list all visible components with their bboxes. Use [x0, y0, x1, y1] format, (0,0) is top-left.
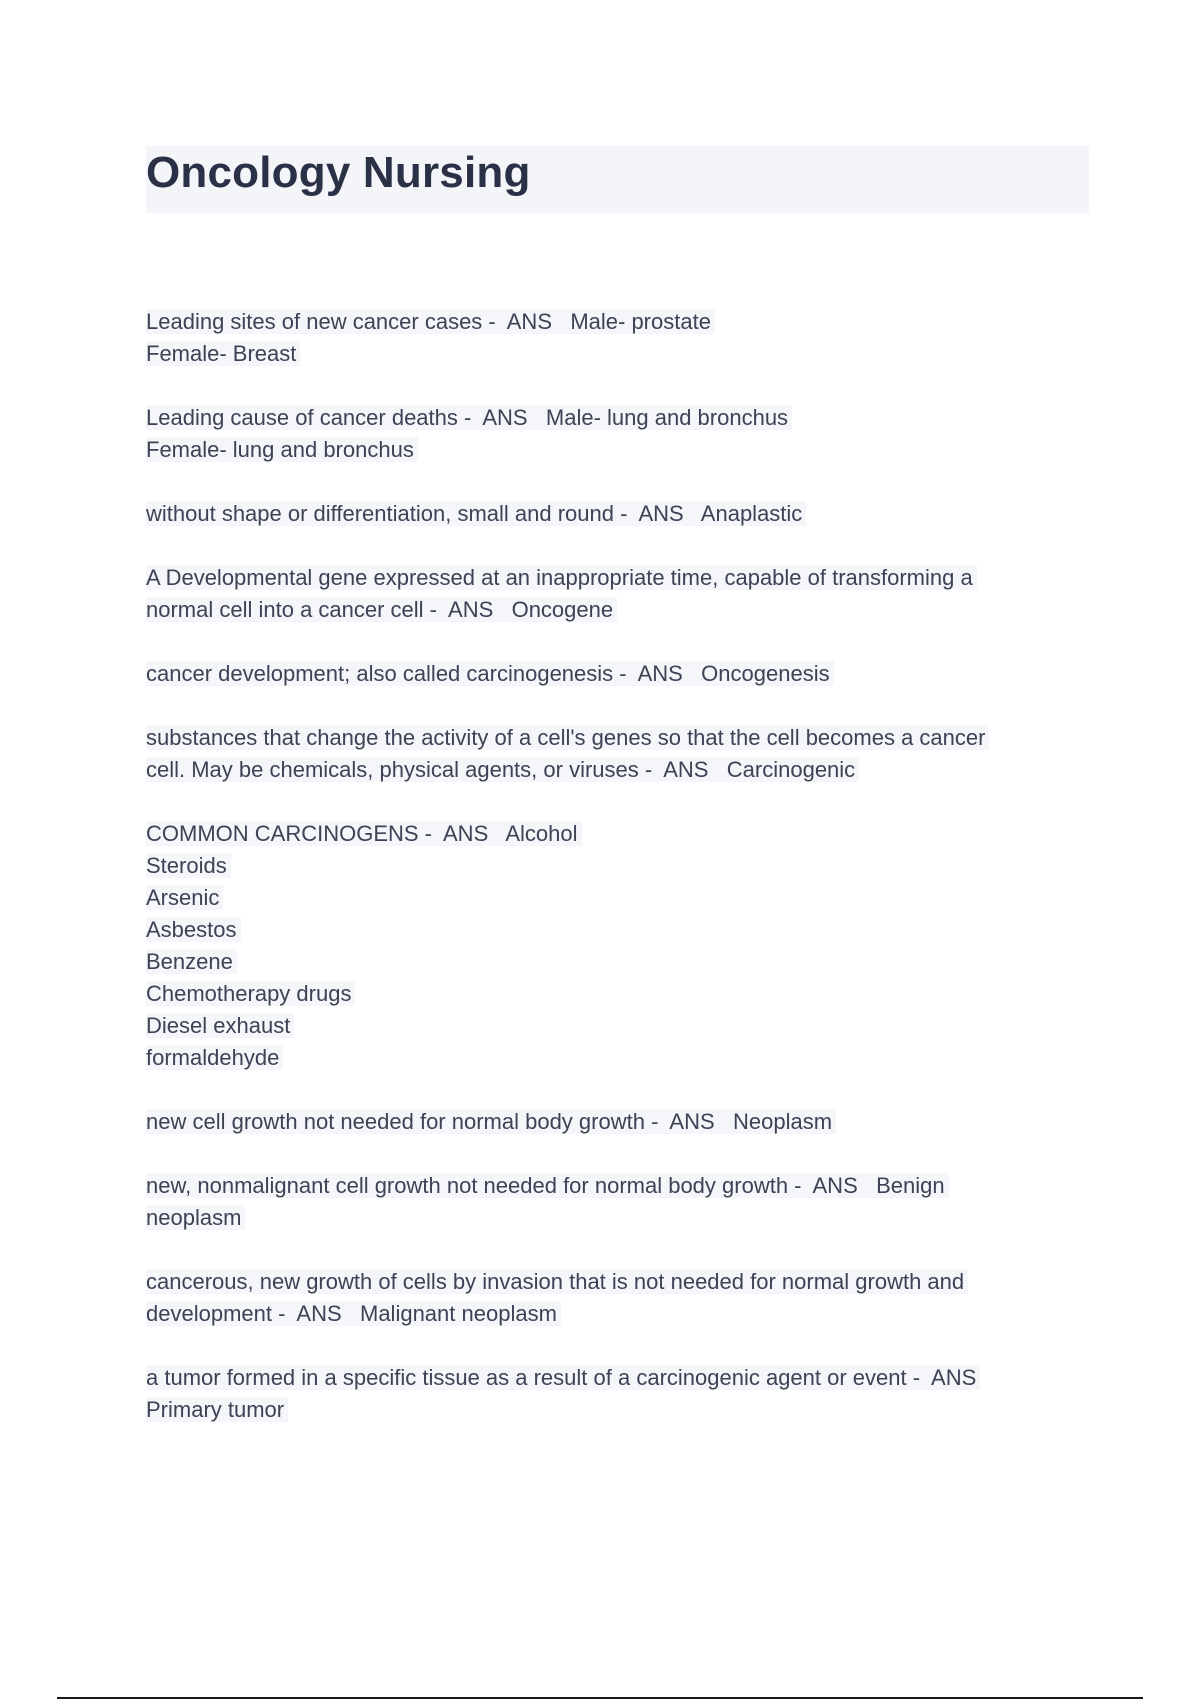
- qa-entry: [146, 306, 1076, 370]
- entry-line: normal cell into a cancer cell - ANS Oncogene: [146, 597, 617, 622]
- entry-line: development - ANS Malignant neoplasm: [146, 1301, 561, 1326]
- entry-line: Chemotherapy drugs: [146, 981, 355, 1006]
- qa-entry: [146, 818, 1076, 1074]
- entry-line: substances that change the activity of a cell's genes so that the cell becomes a cancer: [146, 725, 989, 750]
- entry-line: Asbestos: [146, 917, 241, 942]
- entry-line: Female- lung and bronchus: [146, 437, 418, 462]
- entry-line: cell. May be chemicals, physical agents, or viruses - ANS Carcinogenic: [146, 757, 859, 782]
- qa-entry: [146, 1266, 1076, 1330]
- entry-line: A Developmental gene expressed at an inappropriate time, capable of transforming a: [146, 565, 977, 590]
- qa-entry: [146, 658, 1076, 690]
- footer-divider: [57, 1697, 1143, 1699]
- qa-entry: [146, 562, 1076, 626]
- entry-line: neoplasm: [146, 1205, 245, 1230]
- page-title: Oncology Nursing: [146, 148, 531, 197]
- entry-line: formaldehyde: [146, 1045, 283, 1070]
- entry-line: Leading cause of cancer deaths - ANS Male- lung and bronchus: [146, 405, 792, 430]
- qa-entry: [146, 498, 1076, 530]
- entry-line: Arsenic: [146, 885, 223, 910]
- entry-line: Female- Breast: [146, 341, 300, 366]
- entry-line: new cell growth not needed for normal body growth - ANS Neoplasm: [146, 1109, 836, 1134]
- entry-line: a tumor formed in a specific tissue as a result of a carcinogenic agent or event - ANS: [146, 1365, 980, 1390]
- qa-entry: [146, 1170, 1076, 1234]
- entry-line: new, nonmalignant cell growth not needed for normal body growth - ANS Benign: [146, 1173, 949, 1198]
- entry-line: COMMON CARCINOGENS - ANS Alcohol: [146, 821, 582, 846]
- qa-entry: [146, 1362, 1076, 1426]
- entry-line: Benzene: [146, 949, 237, 974]
- entry-line: Diesel exhaust: [146, 1013, 294, 1038]
- qa-entry: [146, 402, 1076, 466]
- entry-line: cancer development; also called carcinogenesis - ANS Oncogenesis: [146, 661, 834, 686]
- entry-line: Steroids: [146, 853, 231, 878]
- entry-line: Leading sites of new cancer cases - ANS Male- prostate: [146, 309, 715, 334]
- qa-entry: [146, 1106, 1076, 1138]
- entry-line: cancerous, new growth of cells by invasion that is not needed for normal growth and: [146, 1269, 968, 1294]
- entry-line: Primary tumor: [146, 1397, 288, 1422]
- qa-list: [146, 306, 1076, 1458]
- entry-line: without shape or differentiation, small and round - ANS Anaplastic: [146, 501, 806, 526]
- qa-entry: [146, 722, 1076, 786]
